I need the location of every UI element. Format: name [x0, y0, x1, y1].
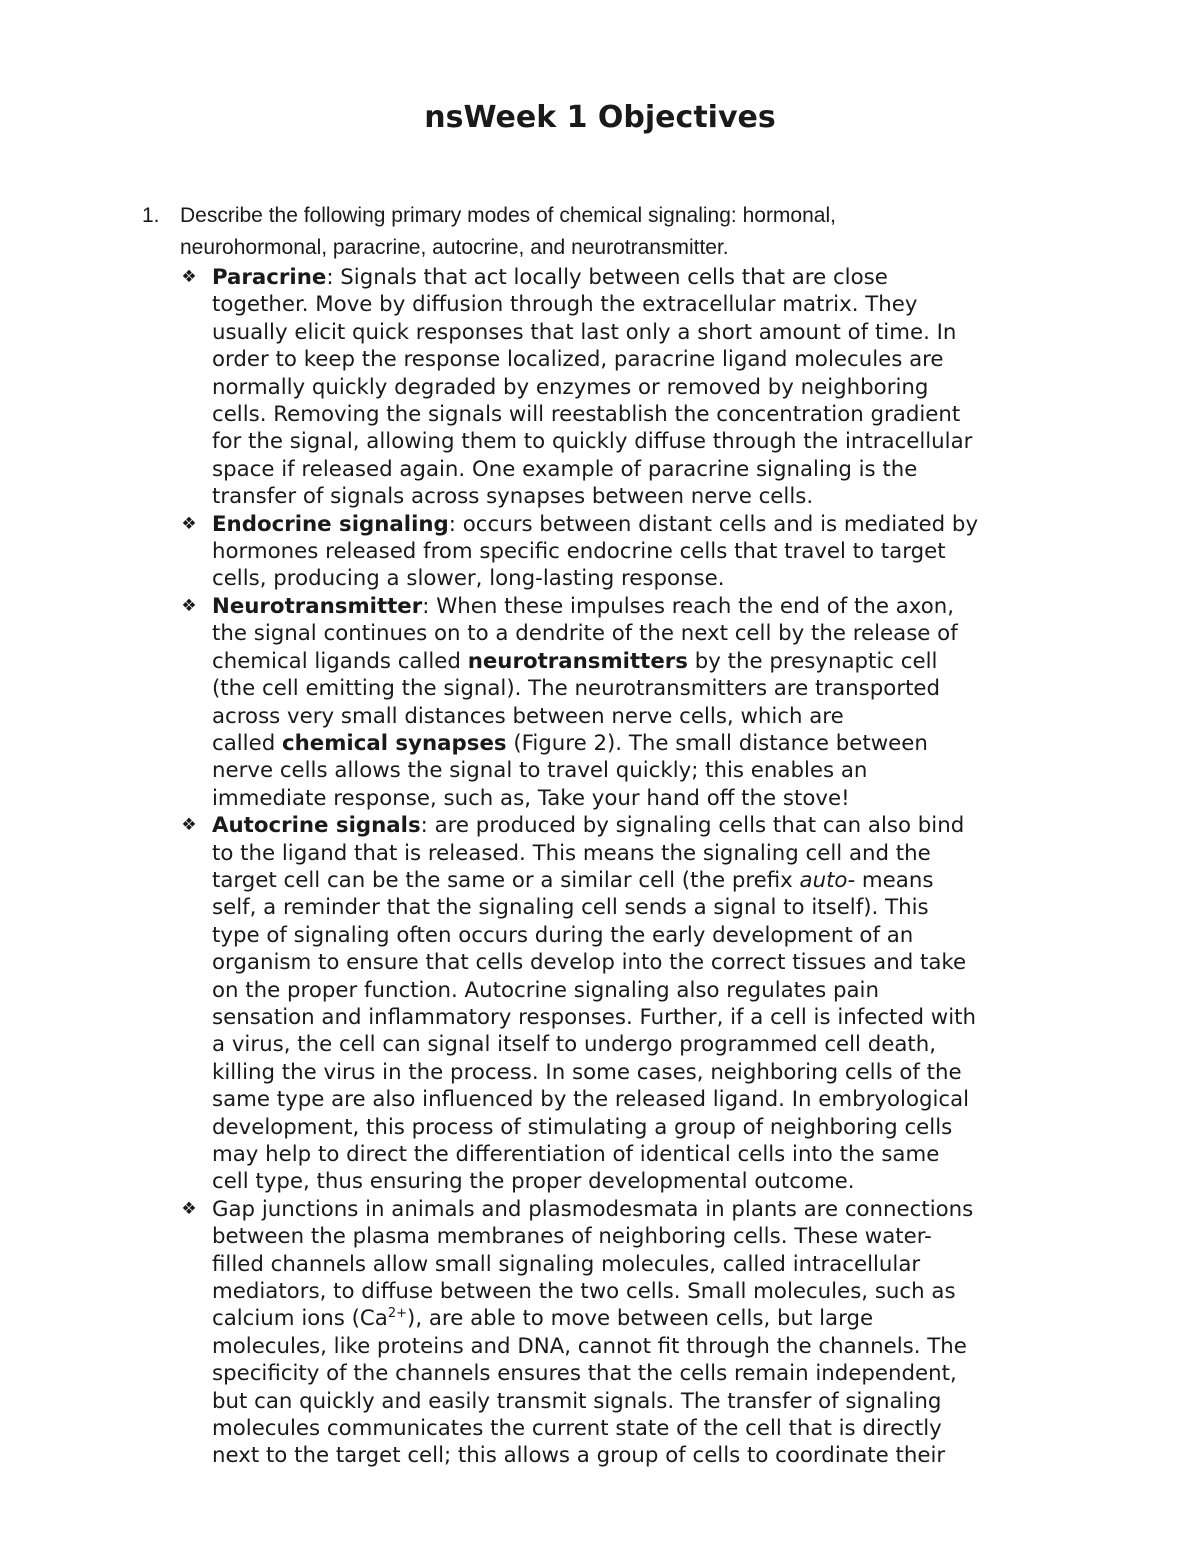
- bullet-line: (Figure 2). The small distance between: [506, 730, 928, 756]
- bullet-line: specificity of the channels ensures that the cells remain independent,: [212, 1361, 957, 1387]
- bullet-line: means: [855, 867, 934, 893]
- bullet-line: : Signals that act locally between cells that are close: [326, 265, 888, 290]
- bullet-line: across very small distances between nerve cells, which are: [212, 703, 844, 729]
- prefix-auto: auto-: [799, 867, 856, 893]
- term-chemical-synapses: chemical synapses: [282, 730, 507, 756]
- term-neurotransmitter: Neurotransmitter: [212, 593, 423, 619]
- bullet-line: development, this process of stimulating a group of neighboring cells: [212, 1114, 953, 1140]
- bullet-line: molecules, like proteins and DNA, cannot fit through the channels. The: [212, 1333, 967, 1359]
- bullet-line: : are produced by signaling cells that can also bind: [420, 813, 965, 839]
- bullet-line: organism to ensure that cells develop into the correct tissues and take: [212, 950, 967, 976]
- bullet-line: nerve cells allows the signal to travel quickly; this enables an: [212, 758, 868, 784]
- superscript-charge: 2+: [387, 1306, 408, 1322]
- objective-text: [180, 200, 1040, 264]
- bullet-line: normally quickly degraded by enzymes or removed by neighboring: [212, 374, 929, 400]
- diamond-bullet-icon: ❖: [181, 1198, 197, 1219]
- document-title: nsWeek 1 Objectives: [424, 100, 776, 135]
- bullet-line: for the signal, allowing them to quickly diffuse through the intracellular: [212, 429, 973, 455]
- bullet-gap-junctions: [178, 1196, 1068, 1470]
- bullet-list: [178, 264, 1068, 1470]
- bullet-line: : occurs between distant cells and is mediated by: [448, 511, 979, 537]
- bullet-line: by the presynaptic cell: [687, 648, 938, 674]
- bullet-line: cells, producing a slower, long-lasting response.: [212, 566, 725, 592]
- bullet-line: type of signaling often occurs during the early development of an: [212, 922, 914, 948]
- bullet-line: target cell can be the same or a similar cell (the prefix: [212, 867, 800, 893]
- bullet-line: molecules communicates the current state of the cell that is directly: [212, 1416, 942, 1442]
- bullet-line: transfer of signals across synapses between nerve cells.: [212, 484, 814, 510]
- bullet-autocrine: [178, 812, 1068, 1196]
- bullet-line: (the cell emitting the signal). The neurotransmitters are transported: [212, 676, 941, 702]
- bullet-text: [212, 812, 1068, 1196]
- bullet-line: sensation and inflammatory responses. Further, if a cell is infected with: [212, 1004, 976, 1030]
- bullet-line: killing the virus in the process. In some cases, neighboring cells of the: [212, 1059, 962, 1085]
- objective-line: neurohormonal, paracrine, autocrine, and neurotransmitter.: [180, 236, 729, 259]
- bullet-line: usually elicit quick responses that last only a short amount of time. In: [212, 319, 957, 345]
- bullet-line: hormones released from specific endocrine cells that travel to target: [212, 539, 946, 565]
- bullet-line: cells. Removing the signals will reestablish the concentration gradient: [212, 402, 961, 428]
- bullet-line: but can quickly and easily transmit signals. The transfer of signaling: [212, 1388, 942, 1414]
- bullet-line: same type are also influenced by the released ligand. In embryological: [212, 1087, 970, 1113]
- bullet-text: [212, 593, 1068, 812]
- bullet-line: order to keep the response localized, paracrine ligand molecules are: [212, 347, 944, 373]
- bullet-text: [212, 264, 1068, 511]
- bullet-line: filled channels allow small signaling molecules, called intracellular: [212, 1251, 921, 1277]
- bullet-line: : When these impulses reach the end of the axon,: [422, 593, 955, 619]
- bullet-line: on the proper function. Autocrine signaling also regulates pain: [212, 977, 879, 1003]
- bullet-line: between the plasma membranes of neighboring cells. These water-: [212, 1224, 932, 1250]
- bullet-line: space if released again. One example of paracrine signaling is the: [212, 456, 918, 482]
- bullet-paracrine: [178, 264, 1068, 511]
- bullet-line: calcium ions (Ca: [212, 1306, 388, 1332]
- bullet-line: the signal continues on to a dendrite of the next cell by the release of: [212, 621, 958, 647]
- objective-number: 1.: [142, 204, 160, 227]
- bullet-line: ), are able to move between cells, but large: [407, 1306, 874, 1332]
- term-autocrine: Autocrine signals: [212, 813, 421, 839]
- term-paracrine: Paracrine: [212, 265, 327, 290]
- bullet-line: cell type, thus ensuring the proper developmental outcome.: [212, 1169, 855, 1195]
- bullet-line: immediate response, such as, Take your hand off the stove!: [212, 785, 850, 811]
- bullet-line: Gap junctions in animals and plasmodesmata in plants are connections: [212, 1196, 974, 1222]
- bullet-text: [212, 1196, 1068, 1470]
- bullet-line: chemical ligands called: [212, 648, 468, 674]
- bullet-text: [212, 511, 1068, 593]
- diamond-bullet-icon: ❖: [181, 595, 197, 616]
- diamond-bullet-icon: ❖: [181, 513, 197, 534]
- objective-line: Describe the following primary modes of chemical signaling: hormonal,: [180, 204, 836, 227]
- bullet-endocrine: [178, 511, 1068, 593]
- diamond-bullet-icon: ❖: [181, 815, 197, 836]
- bullet-line: may help to direct the differentiation of identical cells into the same: [212, 1142, 940, 1167]
- term-neurotransmitters: neurotransmitters: [467, 648, 688, 674]
- bullet-line: together. Move by diffusion through the extracellular matrix. They: [212, 292, 918, 318]
- bullet-neurotransmitter: [178, 593, 1068, 812]
- bullet-line: next to the target cell; this allows a group of cells to coordinate their: [212, 1443, 946, 1469]
- bullet-line: self, a reminder that the signaling cell sends a signal to itself). This: [212, 895, 929, 921]
- diamond-bullet-icon: ❖: [181, 267, 197, 287]
- bullet-line: called: [212, 730, 282, 756]
- bullet-line: to the ligand that is released. This means the signaling cell and the: [212, 840, 931, 866]
- bullet-line: a virus, the cell can signal itself to undergo programmed cell death,: [212, 1032, 937, 1058]
- term-endocrine: Endocrine signaling: [212, 511, 449, 537]
- bullet-line: mediators, to diffuse between the two cells. Small molecules, such as: [212, 1279, 956, 1305]
